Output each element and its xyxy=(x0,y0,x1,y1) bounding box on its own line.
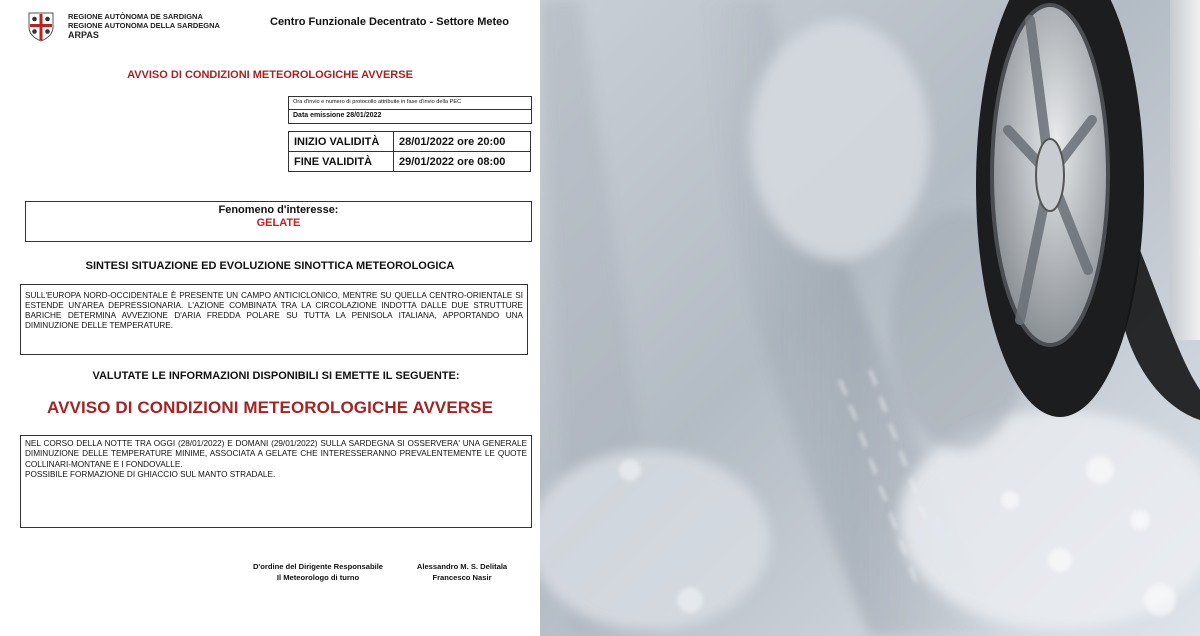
warning-text-paragraph: NEL CORSO DELLA NOTTE TRA OGGI (28/01/2022) E DOMANI (29/01/2022) SULLA SARDEGNA SI OSSERVERA' UNA GENERALE DIMINUZIONE DELLE TEMPERATURE MINIME, ASSOCIATA A GELATE CHE INTERESSERANNO PREVALENTEMENTE LE QUOTE COLLINARI-MONTANE E I FONDOVALLE. xyxy=(25,439,527,469)
warning-heading: AVVISO DI CONDIZIONI METEOROLOGICHE AVVERSE xyxy=(46,398,494,417)
weather-warning-document xyxy=(0,0,540,636)
centro-funzionale-title: Centro Funzionale Decentrato - Settore Meteo xyxy=(270,16,509,28)
bulletin-title: AVVISO DI CONDIZIONI METEOROLOGICHE AVVERSE xyxy=(127,69,413,81)
validity-table xyxy=(288,131,531,172)
signature-name-meteorologist: Francesco Nasir xyxy=(432,573,492,582)
agency-name: ARPAS xyxy=(68,30,99,40)
validity-row-end xyxy=(289,152,531,172)
sardinia-coat-of-arms-icon xyxy=(26,10,56,42)
region-name-italian: REGIONE AUTONOMA DELLA SARDEGNA xyxy=(68,21,220,30)
phenomenon-label: Fenomeno d'interesse: xyxy=(218,204,339,216)
evaluated-heading: VALUTATE LE INFORMAZIONI DISPONIBILI SI EMETTE IL SEGUENTE: xyxy=(92,370,460,382)
warning-text-box xyxy=(20,435,532,528)
signature-name-director: Alessandro M. S. Delitala xyxy=(416,562,508,571)
validity-end-label: FINE VALIDITÀ xyxy=(289,152,394,172)
pec-note: Ora d'invio e numero di protocollo attribuite in fase d'invio della PEC xyxy=(293,99,462,105)
synthesis-text: SULL'EUROPA NORD-OCCIDENTALE È PRESENTE UN CAMPO ANTICICLONICO, MENTRE SU QUELLA CENTRO-ORIENTALE SI ESTENDE UN'AREA DEPRESSIONARIA. L'AZIONE COMBINATA TRA LA CIRCOLAZIONE INDOTTA DALLE DUE STRUTTURE BARICHE DETERMINA AVVEZIONE D'ARIA FREDDA POLARE SU TUTTA LA PENISOLA ITALIANA, APPORTANDO UNA DIMINUZIONE DELLE TEMPERATURE. xyxy=(20,284,528,355)
pec-box xyxy=(288,96,532,124)
region-block xyxy=(68,12,220,41)
pec-divider xyxy=(289,109,531,110)
synthesis-heading: SINTESI SITUAZIONE ED EVOLUZIONE SINOTTICA METEOROLOGICA xyxy=(85,260,455,272)
emission-date: Data emissione 28/01/2022 xyxy=(293,112,382,119)
validity-end-value: 29/01/2022 ore 08:00 xyxy=(394,152,531,172)
warning-text-ice: POSSIBILE FORMAZIONE DI GHIACCIO SUL MANTO STRADALE. xyxy=(25,469,276,479)
region-name-sardinian: REGIONE AUTÒNOMA DE SARDIGNA xyxy=(68,12,203,21)
validity-row-start xyxy=(289,132,531,152)
signature-role-meteorologist: Il Meteorologo di turno xyxy=(276,573,360,582)
signature-role-director: D'ordine del Dirigente Responsabile xyxy=(252,562,384,571)
phenomenon-box xyxy=(25,201,532,242)
signature-roles xyxy=(238,561,398,583)
validity-start-label: INIZIO VALIDITÀ xyxy=(289,132,394,152)
signature-names xyxy=(404,561,520,583)
phenomenon-value: GELATE xyxy=(256,217,301,229)
validity-start-value: 28/01/2022 ore 20:00 xyxy=(394,132,531,152)
icy-road-photo xyxy=(540,0,1200,636)
